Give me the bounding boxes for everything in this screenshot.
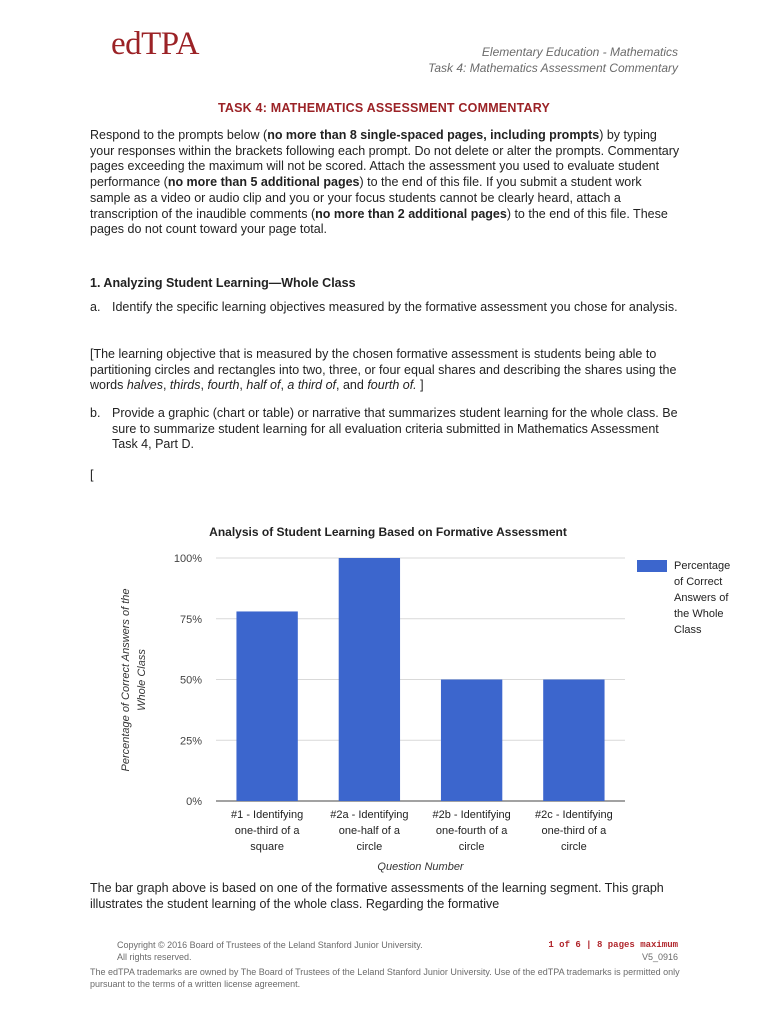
- chart-title: Analysis of Student Learning Based on Formative Assessment: [209, 525, 567, 539]
- rights-line: All rights reserved.: [117, 952, 192, 962]
- y-tick-label: 0%: [186, 796, 202, 808]
- bar-chart: [112, 518, 762, 878]
- prompt-a-text: Identify the specific learning objectives measured by the formative assessment you chose for analysis.: [112, 300, 678, 314]
- document-header: [428, 44, 678, 76]
- header-subject: Elementary Education - Mathematics: [481, 45, 678, 59]
- edtpa-logo: edTPA: [111, 26, 199, 62]
- section-heading: 1. Analyzing Student Learning—Whole Class: [90, 276, 356, 290]
- version-label: V5_0916: [641, 952, 678, 962]
- legend-label: Percentage: [674, 560, 731, 572]
- legend-label: Answers of: [674, 592, 729, 604]
- header-subtitle: Task 4: Mathematics Assessment Commentary: [428, 61, 678, 75]
- legend-label: of Correct: [674, 576, 723, 588]
- x-tick-label: one-third of a: [234, 825, 300, 837]
- bar: [236, 611, 297, 801]
- x-tick-label: one-half of a: [338, 825, 400, 837]
- x-tick-label: #2b - Identifying: [432, 809, 511, 821]
- bar: [339, 558, 400, 801]
- x-tick-label: circle: [561, 841, 587, 853]
- intro-paragraph: Respond to the prompts below (no more than 8 single-spaced pages, including prompts) by typing your responses within the brackets following each prompt. Do not delete or alter the prompts. Commentary pages exceeding the maximum will not be scored. Attach the assessment you used to evaluate student performance (no more than 5 additional pages) to the end of this file. If you submit a student work sample as a video or audio clip and you or your focus students cannot be clearly heard, attach a transcription of the inaudible comments (no more than 2 additional pages) to the end of this file. These pages do not count toward your page total.: [90, 128, 680, 237]
- y-tick-label: 100%: [173, 553, 202, 565]
- prompt-b: [90, 406, 682, 453]
- legend-label: the Whole: [674, 608, 724, 620]
- answer-b-open-bracket: [: [90, 468, 94, 482]
- y-axis-title: Whole Class: [136, 649, 148, 711]
- x-tick-label: circle: [458, 841, 485, 853]
- trademark-note: The edTPA trademarks are owned by The Board of Trustees of the Leland Stanford Junior University. Use of the edTPA trademarks is permitted only pursuant to the terms of a written license agreement.: [90, 967, 680, 989]
- x-tick-label: #2a - Identifying: [330, 809, 409, 821]
- footer-page-info: [548, 939, 678, 963]
- prompt-b-text: Provide a graphic (chart or table) or narrative that summarizes student learning for the whole class. Be sure to summarize student learning for all evaluation criteria submitted in Mathematics Assessment Task 4, Part D.: [112, 406, 678, 452]
- x-tick-label: one-fourth of a: [435, 825, 508, 837]
- bar: [441, 680, 502, 802]
- bar-chart-svg: [112, 518, 762, 878]
- x-tick-label: circle: [356, 841, 383, 853]
- answer-a: [The learning objective that is measured by the chosen formative assessment is students being able to partitioning circles and rectangles into two, three, or four equal shares and describing the shares using the words halves, thirds, fourth, half of, a third of, and fourth of. ]: [90, 347, 677, 393]
- legend-label: Class: [674, 624, 702, 636]
- legend-swatch: [637, 560, 667, 572]
- prompt-b-label: b.: [90, 406, 101, 420]
- prompt-a: [90, 300, 682, 316]
- x-tick-label: #1 - Identifying: [231, 809, 304, 821]
- x-tick-label: #2c - Identifying: [535, 809, 613, 821]
- y-axis-title: Percentage of Correct Answers of the: [120, 588, 132, 772]
- copyright-line: Copyright © 2016 Board of Trustees of the Leland Stanford Junior University.: [117, 940, 423, 950]
- prompt-a-label: a.: [90, 300, 101, 314]
- x-axis-title: Question Number: [377, 861, 464, 873]
- bar: [543, 680, 604, 802]
- y-tick-label: 50%: [179, 674, 202, 687]
- chart-summary-paragraph: The bar graph above is based on one of the formative assessments of the learning segment. This graph illustrates the student learning of the whole class. Regarding the formative: [90, 881, 664, 911]
- y-tick-label: 75%: [179, 613, 202, 626]
- x-tick-label: square: [250, 841, 284, 853]
- task-title: TASK 4: MATHEMATICS ASSESSMENT COMMENTARY: [217, 101, 551, 115]
- x-tick-label: one-third of a: [541, 825, 607, 837]
- y-tick-label: 25%: [179, 735, 202, 748]
- page-count: 1 of 6 | 8 pages maximum: [548, 940, 678, 950]
- footer-copyright: [117, 939, 423, 963]
